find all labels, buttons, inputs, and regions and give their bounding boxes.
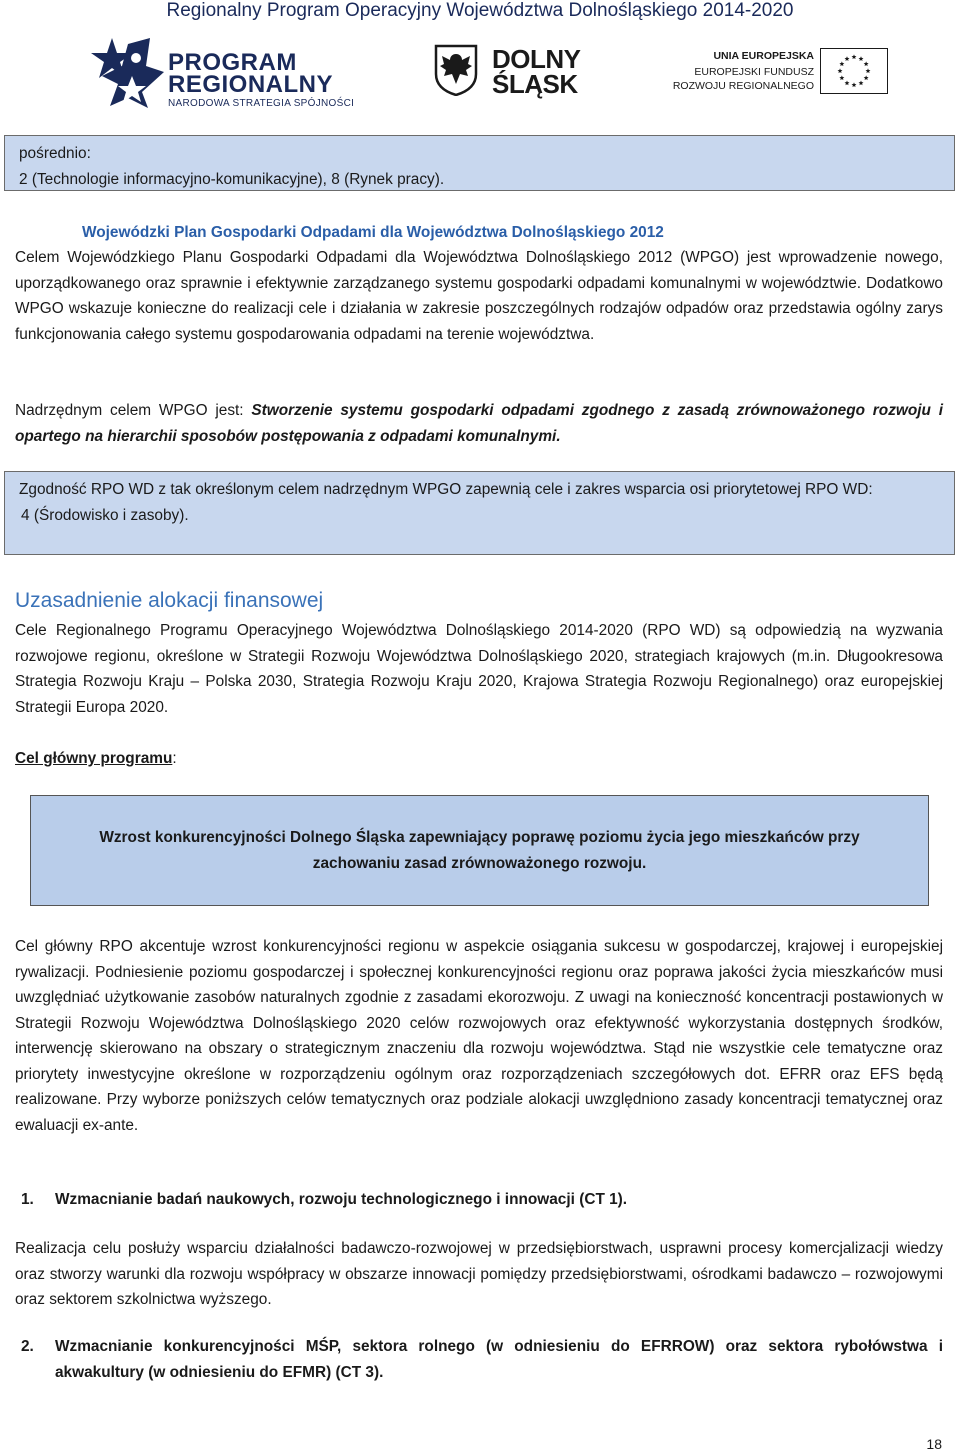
dolny-line2: ŚLĄSK xyxy=(492,69,578,99)
item-1-title: Wzmacnianie badań naukowych, rozwoju technologicznego i innowacji (CT 1). xyxy=(55,1191,628,1208)
program-line3: NARODOWA STRATEGIA SPÓJNOŚCI xyxy=(168,98,355,109)
logo-bar xyxy=(0,30,960,110)
running-header: Regionalny Program Operacyjny Województwa Dolnośląskiego 2014-2020 xyxy=(166,0,794,21)
main-goal-label-text: Cel główny programu xyxy=(15,750,173,767)
item-2-title: Wzmacnianie konkurencyjności MŚP, sektora rolnego (w odniesieniu do EFRROW) oraz sektora rybołówstwa i akwakultury (w odniesieniu do EFMR) (CT 3). xyxy=(55,1338,943,1381)
wpgo-heading: Wojewódzki Plan Gospodarki Odpadami dla Województwa Dolnośląskiego 2012 xyxy=(82,224,664,241)
thematic-objective-1 xyxy=(15,1187,943,1213)
thematic-objective-2 xyxy=(15,1334,943,1385)
box2-line1: Zgodność RPO WD z tak określonym celem nadrzędnym WPGO zapewnią cele i zakres wsparcia osi priorytetowej RPO WD: xyxy=(19,481,873,498)
item-2-number: 2. xyxy=(21,1338,34,1355)
eu-flag-icon xyxy=(820,48,888,94)
page-number: 18 xyxy=(926,1436,942,1452)
allocation-paragraph-1: Cele Regionalnego Programu Operacyjnego Województwa Dolnośląskiego 2014-2020 (RPO WD) są odpowiedzią na wyzwania rozwojowe regionu, określone w Strategii Rozwoju Województwa Dolnośląskiego 2020, strategiach krajowych (m.in. Długookresowa Strategia Rozwoju Kraju – Polska 2030, Strategia Rozwoju Kraju 2020, Krajowa Strategia Rozwoju Regionalnego) oraz europejskiej Strategii Europa 2020. xyxy=(15,622,943,716)
box2-line2: 4 (Środowisko i zasoby). xyxy=(21,506,189,524)
box1-line1: pośrednio: xyxy=(19,145,91,162)
eagle-coat-of-arms-icon xyxy=(432,44,480,96)
box1-line2: 2 (Technologie informacyjno-komunikacyjne), 8 (Rynek pracy). xyxy=(19,170,445,188)
main-goal-label-colon: : xyxy=(172,750,177,767)
item-1-description: Realizacja celu posłuży wsparciu działalności badawczo-rozwojowej w przedsiębiorstwach, usprawni procesy komercjalizacji wiedzy oraz stworzy warunki dla rozwoju współpracy w obszarze innowacji pomiędzy przedsiębiorstwami, ośrodkami badawczo – rozwojowymi oraz sektorem szkolnictwa wyższego. xyxy=(15,1240,943,1308)
item-1-number: 1. xyxy=(21,1191,34,1208)
wpgo-paragraph-2-lead: Nadrzędnym celem WPGO jest: xyxy=(15,402,252,419)
wpgo-main-goal: Stworzenie systemu gospodarki odpadami zgodnego z zasadą zrównoważonego rozwoju i opartego na hierarchii sposobów postępowania z odpadami komunalnymi. xyxy=(15,402,943,445)
allocation-paragraph-2: Cel główny RPO akcentuje wzrost konkurencyjności regionu w aspekcie osiągania sukcesu w gospodarczej, krajowej i europejskiej rywalizacji. Podniesienie poziomu gospodarczej i społecznej konkurencyjności regionu oraz poprawa jakości życia mieszkańców musi uwzględniać użytkowanie zasobów naturalnych zgodnie z zasadami ekorozwoju. Z uwagi na konieczność koncentracji postawionych w Strategii Rozwoju Województwa Dolnośląskiego 2020 celów rozwojowych oraz efektywność wykorzystania dostępnych środków, interwencję skierowano na obszary o strategicznym znaczeniu dla rozwoju województwa. Stąd nie wszystkie cele tematyczne oraz priorytety inwestycyjne określone w rozporządzeniu ogólnym oraz rozporządzeniach szczegółowych dot. EFRR oraz EFS będą realizowane. Przy wyborze poniższych celów tematycznych oraz podziale alokacji uwzględniono zasady koncentracji tematycznej oraz ewaluacji ex-ante. xyxy=(15,938,943,1134)
allocation-section-title: Uzasadnienie alokacji finansowej xyxy=(15,589,324,612)
main-goal-text: Wzrost konkurencyjności Dolnego Śląska zapewniający poprawę poziomu życia jego mieszkańców przy zachowaniu zasad zrównoważonego rozwoju. xyxy=(99,829,860,872)
rpo-compliance-box xyxy=(4,471,955,555)
wpgo-paragraph-1: Celem Wojewódzkiego Planu Gospodarki Odpadami dla Województwa Dolnośląskiego 2012 (WPGO) jest wprowadzenie nowego, uporządkowanego oraz sprawnie i efektywnie zarządzanego systemu gospodarki odpadami komunalnymi w województwie. Dodatkowo WPGO wskazuje konieczne do realizacji cele i działania w zakresie poszczególnych rodzajów odpadów oraz przedstawia ogólny zarys funkcjonowania całego systemu gospodarowania odpadami na terenie województwa. xyxy=(15,249,943,343)
eu-line3: ROZWOJU REGIONALNEGO xyxy=(672,80,814,92)
eu-fund-logo xyxy=(670,46,910,100)
dolny-line1: DOLNY xyxy=(492,44,581,74)
main-goal-label xyxy=(15,746,177,772)
main-goal-box xyxy=(30,795,929,906)
intermediate-axes-box xyxy=(4,135,955,191)
eu-line1: UNIA EUROPEJSKA xyxy=(713,50,814,62)
program-regionalny-logo xyxy=(88,36,368,108)
eu-line2: EUROPEJSKI FUNDUSZ xyxy=(694,66,814,78)
dolny-slask-logo xyxy=(432,44,604,100)
program-line1: PROGRAM xyxy=(168,49,297,76)
wpgo-paragraph-2 xyxy=(15,398,943,449)
star-emblem-icon xyxy=(88,36,166,108)
program-line2: REGIONALNY xyxy=(168,71,334,98)
